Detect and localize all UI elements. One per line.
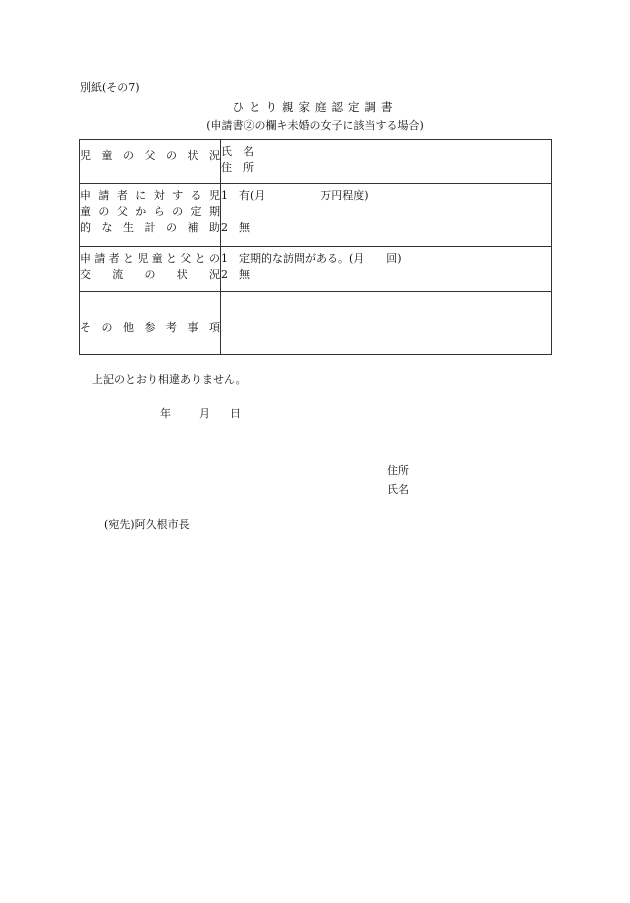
row-label-line: 児 童 の 父 の 状 況 [80, 149, 220, 162]
name-label: 氏名 [387, 483, 409, 496]
date-line [160, 405, 241, 421]
document-subtitle: (申請書②の欄キ未婚の女子に該当する場合) [206, 119, 424, 132]
row-value-cell [221, 184, 552, 247]
row-value-line: 2 無 [221, 268, 250, 281]
row-label-line: 申 請 者 と 児 童 と 父 と の [80, 252, 220, 265]
row-label-line: 的 な 生 計 の 補 助 [80, 221, 220, 234]
row-value-line: 2 無 [221, 221, 250, 234]
date-month: 月 [199, 407, 210, 420]
addressee: (宛先)阿久根市長 [104, 518, 190, 531]
row-label-line [80, 304, 220, 320]
document-title: ひとり親家庭認定調書 [232, 100, 398, 114]
form-id: 別紙(その7) [80, 81, 140, 94]
row-value-line [221, 204, 551, 220]
survey-table [79, 139, 552, 355]
date-year: 年 [160, 407, 171, 420]
address-label: 住所 [387, 464, 409, 477]
row-label-cell [80, 292, 221, 355]
row-label-cell [80, 140, 221, 184]
row-label-line: 童 の 父 か ら の 定 期 [80, 205, 220, 218]
table-row [80, 140, 552, 184]
row-value-line: 住 所 [221, 161, 254, 174]
row-value-line: 氏 名 [221, 145, 254, 158]
row-value-line: 1 有(月 万円程度) [221, 189, 369, 202]
row-label-line: そ の 他 参 考 事 項 [80, 321, 220, 334]
row-value-cell [221, 140, 552, 184]
row-label-cell [80, 184, 221, 247]
table-row [80, 247, 552, 292]
row-value-line: 1 定期的な訪問がある。(月 回) [221, 252, 402, 265]
row-value-cell [221, 247, 552, 292]
row-label-line: 申 請 者 に 対 す る 児 [80, 189, 220, 202]
row-value-cell [221, 292, 552, 355]
confirmation-statement: 上記のとおり相違ありません。 [92, 373, 247, 386]
table-row [80, 184, 552, 247]
row-label-cell [80, 247, 221, 292]
table-row [80, 292, 552, 355]
date-day: 日 [230, 407, 241, 420]
row-label-line: 交 流 の 状 況 [80, 268, 220, 281]
